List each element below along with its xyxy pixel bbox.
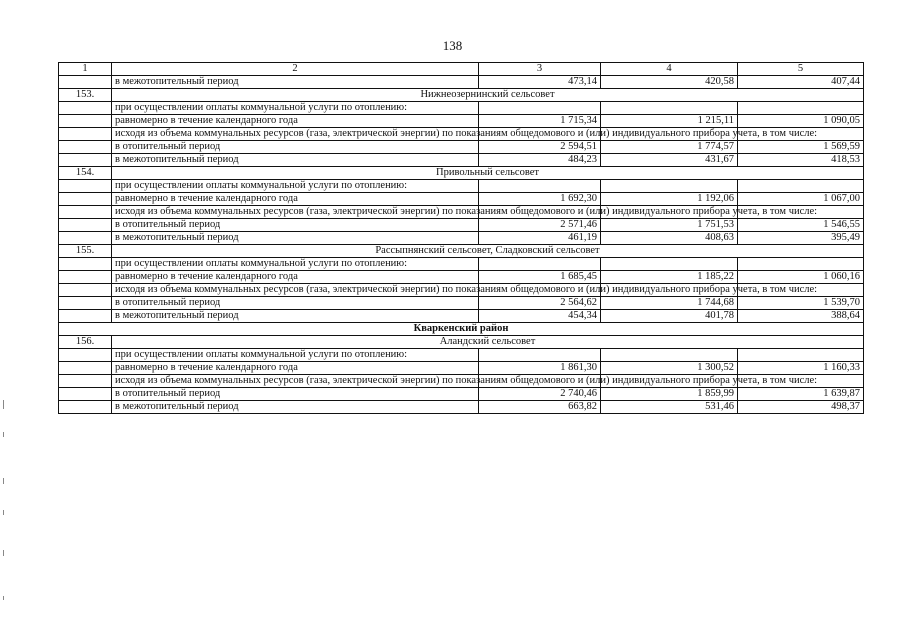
row-number-cell <box>59 401 112 414</box>
value-col-3: 454,34 <box>479 310 601 323</box>
value-col-3: 473,14 <box>479 76 601 89</box>
row-label: при осуществлении оплаты коммунальной услуги по отоплению: <box>112 258 479 271</box>
row-label: в отопительный период <box>112 219 479 232</box>
row-label: в межотопительный период <box>112 232 479 245</box>
row-number-cell <box>59 115 112 128</box>
row-label: исходя из объема коммунальных ресурсов (газа, электрической энергии) по показаниям общедомового и (или) индивидуального прибора учета, в том числе: <box>112 206 479 219</box>
value-col-5: 1 539,70 <box>738 297 864 310</box>
section-title-row <box>59 167 864 180</box>
value-col-5 <box>738 258 864 271</box>
value-col-4 <box>601 102 738 115</box>
value-col-5 <box>738 349 864 362</box>
value-col-3: 2 594,51 <box>479 141 601 154</box>
value-col-3: 2 740,46 <box>479 388 601 401</box>
value-col-5: 1 569,59 <box>738 141 864 154</box>
section-title-row <box>59 89 864 102</box>
value-col-3: 2 571,46 <box>479 219 601 232</box>
value-col-4: 1 859,99 <box>601 388 738 401</box>
value-col-3: 484,23 <box>479 154 601 167</box>
value-col-4: 1 744,68 <box>601 297 738 310</box>
row-number-cell <box>59 141 112 154</box>
table-row <box>59 284 864 297</box>
row-number-cell <box>59 193 112 206</box>
value-col-3: 1 715,34 <box>479 115 601 128</box>
row-label: в отопительный период <box>112 297 479 310</box>
value-col-4: 420,58 <box>601 76 738 89</box>
header-col-3: 3 <box>479 63 601 76</box>
value-col-4 <box>601 180 738 193</box>
section-title-row <box>59 336 864 349</box>
value-col-5 <box>738 180 864 193</box>
table-row <box>59 206 864 219</box>
table-row <box>59 76 864 89</box>
row-label: исходя из объема коммунальных ресурсов (газа, электрической энергии) по показаниям общедомового и (или) индивидуального прибора учета, в том числе: <box>112 128 479 141</box>
table-row <box>59 388 864 401</box>
row-label: исходя из объема коммунальных ресурсов (газа, электрической энергии) по показаниям общедомового и (или) индивидуального прибора учета, в том числе: <box>112 284 479 297</box>
row-label: в отопительный период <box>112 388 479 401</box>
value-col-5: 418,53 <box>738 154 864 167</box>
value-col-4: 531,46 <box>601 401 738 414</box>
table-row <box>59 180 864 193</box>
row-number-cell <box>59 297 112 310</box>
table-row <box>59 349 864 362</box>
value-col-4: 431,67 <box>601 154 738 167</box>
value-col-3: 1 692,30 <box>479 193 601 206</box>
row-label: при осуществлении оплаты коммунальной услуги по отоплению: <box>112 180 479 193</box>
value-col-5: 1 546,55 <box>738 219 864 232</box>
value-col-4: 1 774,57 <box>601 141 738 154</box>
value-col-3: 1 861,30 <box>479 362 601 375</box>
row-number-cell <box>59 284 112 297</box>
value-col-5: 1 160,33 <box>738 362 864 375</box>
row-label: равномерно в течение календарного года <box>112 193 479 206</box>
table-row <box>59 128 864 141</box>
table-row <box>59 258 864 271</box>
row-number-cell <box>59 388 112 401</box>
row-label: исходя из объема коммунальных ресурсов (газа, электрической энергии) по показаниям общедомового и (или) индивидуального прибора учета, в том числе: <box>112 375 479 388</box>
value-col-4: 1 215,11 <box>601 115 738 128</box>
value-col-3 <box>479 180 601 193</box>
row-label: равномерно в течение календарного года <box>112 271 479 284</box>
table-body <box>59 63 864 414</box>
row-label: при осуществлении оплаты коммунальной услуги по отоплению: <box>112 102 479 115</box>
value-col-5: 395,49 <box>738 232 864 245</box>
table-row <box>59 154 864 167</box>
table-row <box>59 102 864 115</box>
row-number-cell <box>59 375 112 388</box>
value-col-5: 1 067,00 <box>738 193 864 206</box>
value-col-3 <box>479 258 601 271</box>
row-number-cell <box>59 102 112 115</box>
section-number: 154. <box>59 167 112 180</box>
row-number-cell <box>59 258 112 271</box>
value-col-4: 1 300,52 <box>601 362 738 375</box>
row-label: в межотопительный период <box>112 401 479 414</box>
value-col-3 <box>479 102 601 115</box>
section-number: 156. <box>59 336 112 349</box>
row-number-cell <box>59 271 112 284</box>
value-col-5: 498,37 <box>738 401 864 414</box>
row-number-cell <box>59 76 112 89</box>
section-number: 155. <box>59 245 112 258</box>
row-number-cell <box>59 128 112 141</box>
section-title: Аландский сельсовет <box>112 336 864 349</box>
table-row <box>59 271 864 284</box>
value-col-5: 1 639,87 <box>738 388 864 401</box>
value-col-3: 1 685,45 <box>479 271 601 284</box>
row-number-cell <box>59 349 112 362</box>
table-row <box>59 310 864 323</box>
section-number: 153. <box>59 89 112 102</box>
table-row <box>59 375 864 388</box>
value-col-5: 407,44 <box>738 76 864 89</box>
value-col-3 <box>479 349 601 362</box>
table-row <box>59 193 864 206</box>
value-col-4 <box>601 349 738 362</box>
district-row <box>59 323 864 336</box>
table-row <box>59 232 864 245</box>
table-row <box>59 297 864 310</box>
page-number: 138 <box>442 38 463 53</box>
value-col-3: 461,19 <box>479 232 601 245</box>
value-col-4: 1 192,06 <box>601 193 738 206</box>
value-col-4: 401,78 <box>601 310 738 323</box>
header-col-4: 4 <box>601 63 738 76</box>
row-number-cell <box>59 180 112 193</box>
table-row <box>59 401 864 414</box>
section-title: Нижнеозернинский сельсовет <box>112 89 864 102</box>
row-number-cell <box>59 219 112 232</box>
header-col-1: 1 <box>59 63 112 76</box>
section-title: Привольный сельсовет <box>112 167 864 180</box>
table-row <box>59 141 864 154</box>
row-number-cell <box>59 232 112 245</box>
row-label: в отопительный период <box>112 141 479 154</box>
row-label: в межотопительный период <box>112 310 479 323</box>
row-number-cell <box>59 310 112 323</box>
value-col-4: 408,63 <box>601 232 738 245</box>
value-col-5: 1 060,16 <box>738 271 864 284</box>
value-col-3: 663,82 <box>479 401 601 414</box>
value-col-3: 2 564,62 <box>479 297 601 310</box>
table-row <box>59 219 864 232</box>
tariff-table <box>58 62 864 414</box>
value-col-4: 1 751,53 <box>601 219 738 232</box>
scan-edge-marks <box>2 400 6 620</box>
header-col-2: 2 <box>112 63 479 76</box>
row-label: в межотопительный период <box>112 154 479 167</box>
row-number-cell <box>59 206 112 219</box>
row-label: равномерно в течение календарного года <box>112 362 479 375</box>
value-col-4 <box>601 258 738 271</box>
row-label: при осуществлении оплаты коммунальной услуги по отоплению: <box>112 349 479 362</box>
table-row <box>59 115 864 128</box>
row-number-cell <box>59 362 112 375</box>
value-col-5: 1 090,05 <box>738 115 864 128</box>
value-col-4: 1 185,22 <box>601 271 738 284</box>
row-label: в межотопительный период <box>112 76 479 89</box>
value-col-5 <box>738 102 864 115</box>
section-title-row <box>59 245 864 258</box>
header-row <box>59 63 864 76</box>
row-number-cell <box>59 154 112 167</box>
district-title: Кваркенский район <box>59 323 864 336</box>
header-col-5: 5 <box>738 63 864 76</box>
table-row <box>59 362 864 375</box>
value-col-5: 388,64 <box>738 310 864 323</box>
section-title: Рассыпнянский сельсовет, Сладковский сельсовет <box>112 245 864 258</box>
row-label: равномерно в течение календарного года <box>112 115 479 128</box>
